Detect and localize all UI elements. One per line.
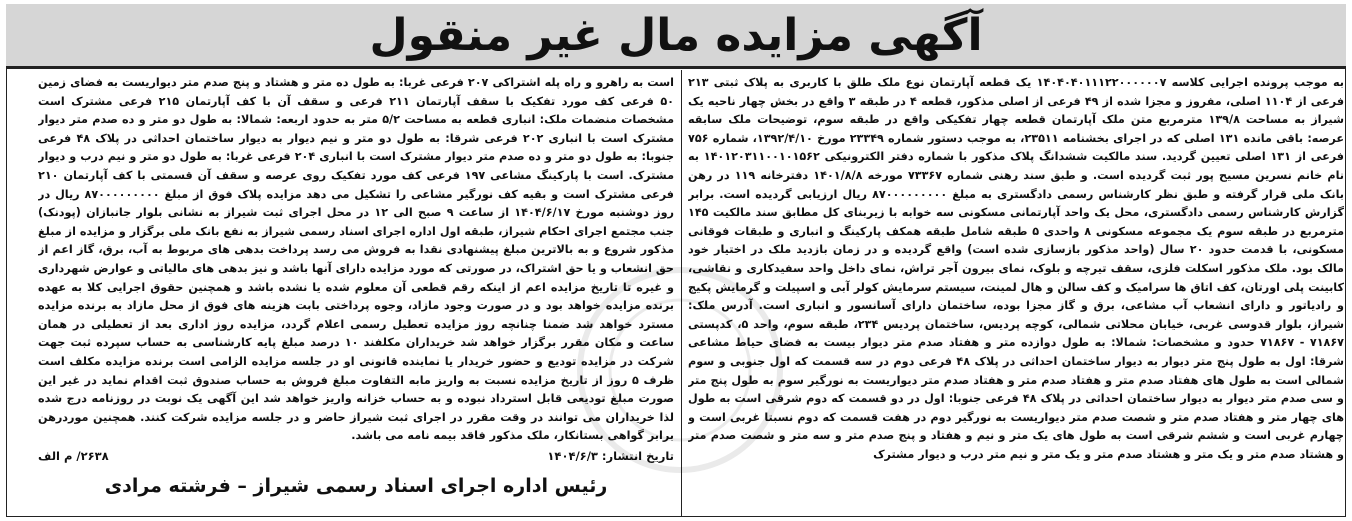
reference-code: ۲۶۳۸/ م الف: [38, 449, 109, 463]
publish-date: تاریخ انتشار: ۱۴۰۴/۶/۳: [547, 449, 674, 463]
publication-meta: [38, 446, 674, 466]
column-divider: [681, 70, 682, 516]
notice-text-left-column: است به راهرو و راه پله اشتراکی ۲۰۷ فرعی غربا: به طول ده متر و هشتاد و پنج صدم متر دیواریست به فضای زمین ۵۰ فرعی کف مورد تفکیک با سقف آپارتمان ۲۱۱ فرعی و سقف آن با کف آپارتمان ۲۱۵ فرعی مشترک است مشخصات منضمات ملک: انباری قطعه به مساحت ۵/۲ متر به حدود اربعه: شمالا: به طول دو متر و ده صدم متر دیوار مشترک است با انباری ۲۰۲ فرعی شرقا: به طول دو متر و نیم دیوار به دیوار ساختمان احداثی در پلاک ۴۸ فرعی جنوبا: به طول دو متر و ده صدم متر دیوار مشترک است با انباری ۲۰۴ فرعی غربا: به طول دو متر و نیم درب و دیوار مشترک. است با پارکینگ مشاعی ۱۹۷ فرعی کف مورد تفکیک روی عرصه و سقف آن قسمتی با کف آپارتمان ۲۱۰ فرعی مشترک است و بقیه کف نورگیر مشاعی را تشکیل می دهد مزایده پلاک فوق از مبلغ ۸۷۰۰۰۰۰۰۰۰۰ ریال در روز دوشنبه مورخ ۱۴۰۴/۶/۱۷ از ساعت ۹ صبح الی ۱۲ در محل اجرای ثبت شیراز به نشانی بلوار جانبازان (پودنک) جنب مجتمع اجرای احکام شیراز، طبقه اول اداره اجرای اسناد رسمی شیراز به نفع بانک ملی برگزار و مزایده از مبلغ مذکور شروع و به بالاترین مبلغ پیشنهادی نقدا به فروش می رسد پرداخت بدهی های مربوط به آب، برق، گاز اعم از حق انشعاب و یا حق اشتراک، در صورتی که مورد مزایده دارای آنها باشد و نیز بدهی های مالیاتی و عوارض شهرداری و غیره تا تاریخ مزایده اعم از اینکه رقم قطعی آن معلوم شده یا نشده باشد و همچنین حقوق اجرایی کلا به عهده برنده مزایده خواهد بود و در صورت وجود مازاد، وجوه پرداختی بابت هزینه های فوق از محل مازاد به برنده مزایده مسترد خواهد شد ضمنا چنانچه روز مزایده تعطیل رسمی اعلام گردد، مزایده روز اداری بعد از تعطیلی در همان ساعت و مکان مقرر برگزار خواهد شد خریداران مکلفند ۱۰ درصد مبلغ پایه کارشناسی به حساب سپرده ثبت جهت شرکت در مزایده تودیع و حضور خریدار یا نماینده قانونی او در جلسه مزایده الزامی است برنده مزایده مکلف است ظرف ۵ روز از تاریخ مزایده نسبت به واریز مابه التفاوت مبلغ فروش به حساب صندوق ثبت اقدام نماید در غیر این صورت مبلغ تودیعی قابل استرداد نبوده و به حساب خزانه واریز خواهد شد این آگهی یک نوبت در روزنامه درج شده لذا خریداران می توانند در وقت مقرر در اجرای ثبت شیراز حاضر و در جلسه مزایده شرکت کنند. همچنین موردرهن برابر گواهی بستانکار، ملک مذکور فاقد بیمه نامه می باشد.: [38, 76, 674, 443]
notice-title: آگهی مزایده مال غیر منقول: [369, 9, 983, 61]
notice-text-right-column: به موجب پرونده اجرایی کلاسه ۱۴۰۴۰۴۰۱۱۱۲۲۰۰۰۰۰۰۷ یک قطعه آپارتمان نوع ملک طلق با کاربری به پلاک ثبتی ۲۱۳ فرعی از ۱۱۰۴ اصلی، مفروز و مجزا شده از ۴۹ فرعی از اصلی مذکور، قطعه ۴ در طبقه ۳ واقع در بخش چهار ناحیه یک شیراز به مساحت ۱۳۹/۸ مترمربع متن ملک آپارتمان قطعه چهار تفکیکی واقع در طبقه سوم، توضیحات ملک سابقه عرصه: باقی مانده ۱۳۱ اصلی که در اجرای بخشنامه ۲۳۵۱۱، به موجب دستور شماره ۲۳۳۴۹ مورخ ۱۳۹۲/۴/۱۰، شماره ۷۵۶ فرعی از ۱۳۱ اصلی تعیین گردید. سند مالکیت ششدانگ پلاک مذکور با شماره دفتر الکترونیکی ۱۴۰۱۲۰۳۱۱۰۰۱۰۱۵۶۲ به نام خانم نسرین مسیح پور ثبت گردیده است. و طبق سند رهنی شماره ۷۳۳۶۷ مورخه ۱۴۰۱/۸/۸ دفترخانه ۱۱۹ در رهن بانک ملی قرار گرفته و طبق نظر کارشناس رسمی دادگستری به مبلغ ۸۷۰۰۰۰۰۰۰۰۰ ریال ارزیابی گردیده است. برابر گزارش کارشناس رسمی دادگستری، محل یک واحد آپارتمانی مسکونی سه خوابه با زیربنای کل مطابق سند مالکیت ۱۴۵ مترمربع در طبقه سوم یک مجموعه مسکونی ۸ واحدی ۵ طبقه شامل طبقه همکف پارکینگ و انباری و طبقات فوقانی مسکونی، با قدمت حدود ۲۰ سال (واحد مذکور بازسازی شده است) واقع گردیده و در زمان بازدید ملک در اختیار خود مالک بود. ملک مذکور اسکلت فلزی، سقف تیرچه و بلوک، نمای بیرون آجر تراش، نمای داخل واحد سفیدکاری و نقاشی، کابینت پلی اورتان، کف اتاق ها سرامیک و کف سالن و هال لمینت، سیستم سرمایش کولر آبی و اسپیلت و گرمایش پکیج و رادیاتور و دارای انشعاب آب مشاعی، برق و گاز مجزا بوده، ساختمان دارای آسانسور و انباری است. آدرس ملک: شیراز، بلوار قدوسی غربی، خیابان محلاتی شمالی، کوچه پردیس، ساختمان پردیس ۲۳۴، طبقه سوم، واحد ۵، کدپستی ۷۱۸۶۷ - ۷۱۸۶۷ حدود و مشخصات: شمالا: به طول دوازده متر و هفتاد صدم متر دیوار بیست به فضای حیاط مشاعی شرقا: اول به طول پنج متر دیوار به دیوار ساختمان احداثی در پلاک ۴۸ فرعی دوم در سه قسمت که اول جنوبی و سوم شمالی است به طول های هفتاد صدم متر و هفتاد صدم متر و هفتاد صدم متر دیواریست به نورگیر سوم به طول پنج متر و سی صدم متر دیوار به دیوار ساختمان احداثی در پلاک ۴۸ فرعی جنوبا: اول در دو قسمت که دوم شرقی است به طول های چهار متر و هفتاد صدم متر و شصت صدم متر دیواریست به نورگیر دوم در هفت قسمت که دوم نسبتا غربی است و چهارم غربی است و ششم شرقی است به طول های یک متر و نیم و هفتاد و پنج صدم متر و سه متر و شصت صدم متر و هشتاد صدم متر و یک متر و هشتاد صدم متر و یک متر و نیم متر درب و دیوار مشترک: [688, 76, 1344, 461]
signature-line: رئیس اداره اجرای اسناد رسمی شیراز – فرشته مرادی: [104, 475, 608, 497]
title-bar: [6, 4, 1346, 68]
